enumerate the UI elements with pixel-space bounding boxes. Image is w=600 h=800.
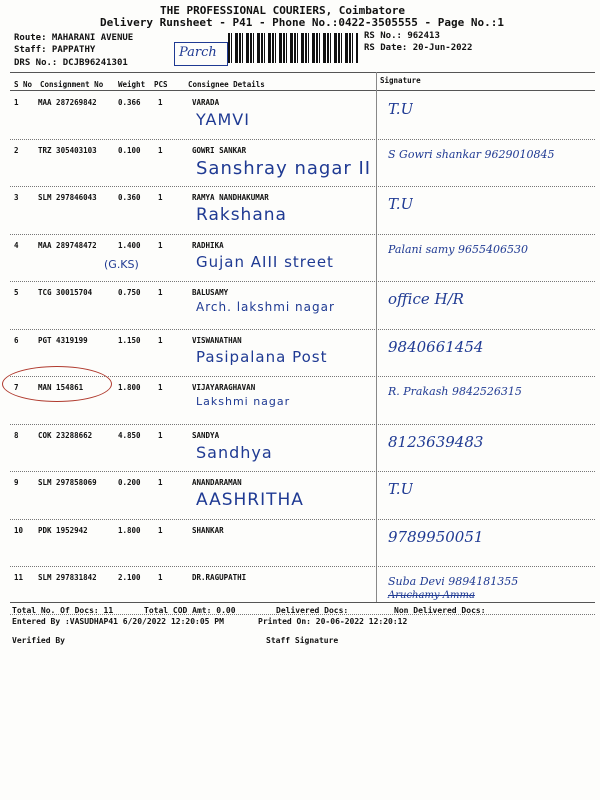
row-handwritten-address: Gujan AIII street — [196, 252, 334, 271]
row-handwritten-address: Sanshray nagar II — [196, 157, 372, 179]
row-signature: 9840661454 — [388, 337, 484, 356]
row-sno: 11 — [14, 573, 24, 582]
col-consignee: Consignee Details — [188, 80, 265, 89]
row-sno: 3 — [14, 193, 19, 202]
non-delivered-docs: Non Delivered Docs: — [394, 606, 486, 615]
stamp-box — [174, 42, 228, 66]
row-weight: 1.400 — [118, 240, 141, 250]
row-pcs: 1 — [158, 98, 163, 107]
row-signature: 9789950051 — [388, 527, 484, 546]
row-consignment: PGT 4319199 — [38, 335, 88, 345]
row-pcs: 1 — [158, 288, 163, 297]
row-consignee-name: DR.RAGUPATHI — [192, 573, 247, 582]
row11-extra-annotation: Aruchamy Amma — [388, 590, 475, 601]
row-handwritten-address: Rakshana — [196, 205, 287, 225]
row-signature: T.U — [388, 480, 414, 498]
row-consignee-name: VARADA — [192, 98, 220, 107]
row-consignee-name: ANANDARAMAN — [192, 478, 242, 487]
company-title: THE PROFESSIONAL COURIERS, Coimbatore — [160, 4, 406, 17]
row-weight: 0.360 — [118, 193, 141, 202]
row-weight: 2.100 — [118, 573, 141, 582]
runsheet-subtitle: Delivery Runsheet - P41 - Phone No.:0422-3505555 - Page No.:1 — [100, 16, 504, 29]
row-handwritten-address: Arch. lakshmi nagar — [196, 300, 335, 314]
row-sno: 10 — [14, 525, 24, 535]
row-pcs: 1 — [158, 525, 163, 535]
col-signature: Signature — [380, 76, 421, 85]
row-pcs: 1 — [158, 193, 163, 202]
printed-on: Printed On: 20-06-2022 12:20:12 — [258, 617, 408, 626]
row-sno: 9 — [14, 478, 19, 487]
row-handwritten-address: Pasipalana Post — [196, 347, 328, 366]
row-consignment: COK 23288662 — [38, 430, 93, 440]
gks-annotation: (G.KS) — [104, 258, 139, 271]
rs-date: RS Date: 20-Jun-2022 — [364, 43, 473, 53]
row-weight: 1.800 — [118, 383, 141, 392]
row-divider — [10, 424, 595, 425]
row-consignment: PDK 1952942 — [38, 525, 88, 535]
row-sno: 4 — [14, 240, 19, 250]
row-signature: 8123639483 — [388, 432, 484, 451]
row-sno: 6 — [14, 335, 19, 345]
row-weight: 0.750 — [118, 288, 141, 297]
row-consignment: TCG 30015704 — [38, 288, 93, 297]
total-docs: Total No. Of Docs: 11 — [12, 606, 114, 615]
total-cod: Total COD Amt: 0.00 — [144, 606, 236, 615]
row-pcs: 1 — [158, 573, 163, 582]
row-pcs: 1 — [158, 478, 163, 487]
row-sno: 8 — [14, 430, 19, 440]
row-sno: 2 — [14, 145, 19, 155]
row-pcs: 1 — [158, 240, 163, 250]
row-weight: 4.850 — [118, 430, 141, 440]
row-handwritten-address: AASHRITHA — [196, 490, 304, 510]
row-weight: 0.200 — [118, 478, 141, 487]
row-signature: Suba Devi 9894181355 — [388, 575, 519, 588]
row-sno: 7 — [14, 383, 19, 392]
staff-signature: Staff Signature — [266, 636, 339, 645]
row-consignee-name: RAMYA NANDHAKUMAR — [192, 193, 269, 202]
rs-no: RS No.: 962413 — [364, 31, 440, 41]
row-weight: 1.800 — [118, 525, 141, 535]
row-divider — [10, 186, 595, 187]
col-consignment: Consignment No — [40, 80, 104, 89]
row-signature: T.U — [388, 100, 414, 118]
barcode — [228, 33, 358, 63]
row-signature: Palani samy 9655406530 — [388, 242, 528, 256]
footer-line — [10, 602, 595, 603]
row-pcs: 1 — [158, 145, 163, 155]
drs-label: DRS No.: DCJB96241301 — [14, 58, 128, 68]
row-consignment: MAA 287269842 — [38, 98, 97, 107]
row-consignee-name: GOWRI SANKAR — [192, 145, 247, 155]
col-sno: S No — [14, 80, 33, 89]
row-pcs: 1 — [158, 383, 163, 392]
row-consignment: MAN 154861 — [38, 383, 84, 392]
col-pcs: PCS — [154, 80, 168, 89]
row-handwritten-address: Sandhya — [196, 442, 273, 462]
row-divider — [10, 519, 595, 520]
row-consignment: TRZ 305403103 — [38, 145, 97, 155]
row-consignee-name: BALUSAMY — [192, 288, 229, 297]
row-signature: S Gowri shankar 9629010845 — [388, 147, 555, 161]
row-consignee-name: VIJAYARAGHAVAN — [192, 383, 256, 392]
row-consignment: SLM 297846043 — [38, 193, 97, 202]
delivered-docs: Delivered Docs: — [276, 606, 349, 615]
row-consignment: SLM 297858069 — [38, 478, 97, 487]
row-sno: 1 — [14, 98, 19, 107]
route-label: Route: MAHARANI AVENUE — [14, 33, 134, 43]
row-weight: 0.366 — [118, 98, 141, 107]
row-sno: 5 — [14, 288, 19, 297]
entered-by: Entered By :VASUDHAP41 6/20/2022 12:20:05 PM — [12, 617, 224, 626]
row-signature: office H/R — [388, 290, 464, 308]
row-consignee-name: VISWANATHAN — [192, 335, 242, 345]
row-signature: T.U — [388, 195, 414, 213]
stamp-text: Parch — [179, 45, 217, 60]
verified-by: Verified By — [12, 636, 65, 645]
row-divider — [10, 566, 595, 567]
col-weight: Weight — [118, 80, 146, 89]
row-pcs: 1 — [158, 335, 163, 345]
signature-divider — [376, 72, 377, 602]
row7-circle — [2, 366, 112, 402]
row-consignee-name: SHANKAR — [192, 525, 224, 535]
row-divider — [10, 281, 595, 282]
row-consignee-name: RADHIKA — [192, 240, 224, 250]
staff-label: Staff: PAPPATHY — [14, 45, 96, 55]
row-consignment: SLM 297831842 — [38, 573, 97, 582]
row-weight: 0.100 — [118, 145, 141, 155]
row-divider — [10, 234, 595, 235]
row-signature: R. Prakash 9842526315 — [388, 385, 522, 398]
row-consignment: MAA 289748472 — [38, 240, 97, 250]
row-divider — [10, 471, 595, 472]
row-consignee-name: SANDYA — [192, 430, 220, 440]
row-weight: 1.150 — [118, 335, 141, 345]
row-divider — [10, 329, 595, 330]
table-header-line — [10, 90, 595, 91]
row-handwritten-address: Lakshmi nagar — [196, 395, 291, 408]
row-pcs: 1 — [158, 430, 163, 440]
row-divider — [10, 139, 595, 140]
row-handwritten-address: YAMVI — [196, 110, 250, 129]
table-top-line — [10, 72, 595, 73]
